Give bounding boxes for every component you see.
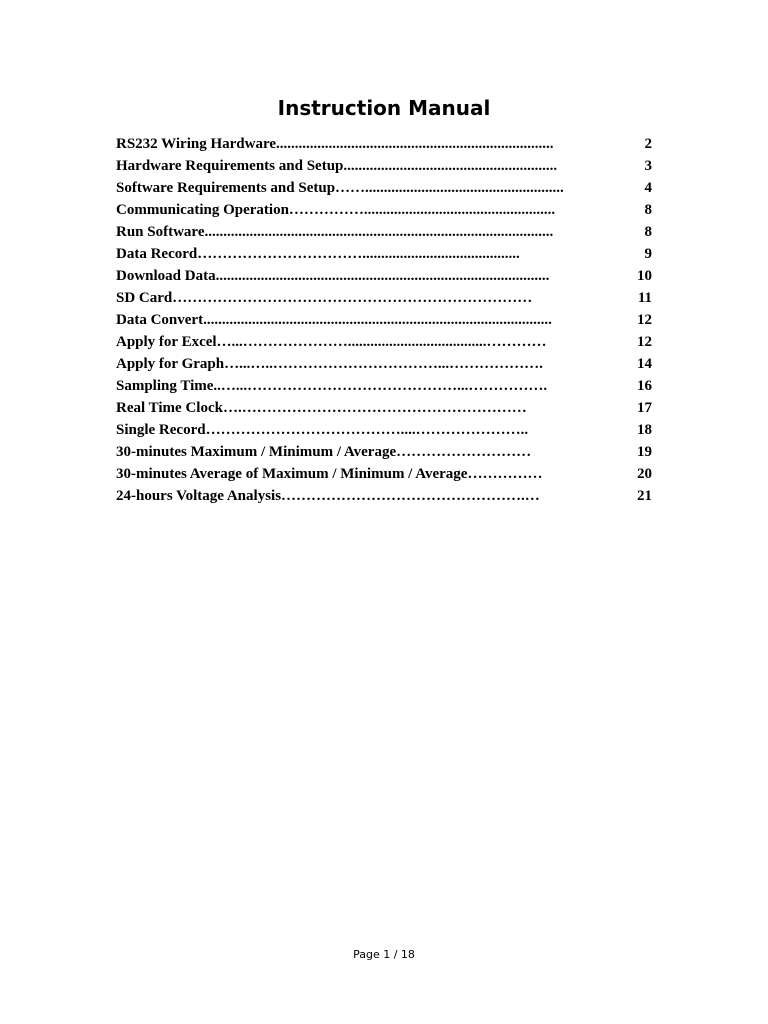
toc-entry[interactable]	[116, 329, 652, 351]
toc-entry[interactable]	[116, 373, 652, 395]
toc-entry-page: 10	[637, 268, 652, 284]
toc-entry-title: RS232 Wiring Hardware..........................................................................	[116, 136, 554, 152]
toc-entry-title: Single Record…………………………………....…………………..	[116, 422, 529, 438]
toc-entry-page: 19	[637, 444, 652, 460]
toc-entry[interactable]	[116, 131, 652, 153]
toc-entry[interactable]	[116, 461, 652, 483]
toc-entry-page: 3	[644, 158, 652, 174]
toc-entry-page: 14	[637, 356, 652, 372]
toc-entry-page: 8	[644, 224, 652, 240]
toc-entry-page: 8	[644, 202, 652, 218]
toc-entry[interactable]	[116, 483, 652, 505]
toc-entry-page: 9	[644, 246, 652, 262]
toc-entry-page: 12	[637, 334, 652, 350]
toc-entry-page: 17	[637, 400, 652, 416]
toc-entry-title: Run Software.............................................................................................	[116, 224, 554, 240]
toc-entry[interactable]	[116, 219, 652, 241]
toc-entry-title: Download Data.........................................................................................	[116, 268, 550, 284]
toc-entry-page: 16	[637, 378, 652, 394]
toc-entry-title: Apply for Graph…...…..……………………………...……………….	[116, 356, 543, 372]
toc-entry-page: 20	[637, 466, 652, 482]
toc-entry[interactable]	[116, 307, 652, 329]
toc-entry-page: 2	[644, 136, 652, 152]
toc-entry-page: 4	[644, 180, 652, 196]
toc-entry[interactable]	[116, 439, 652, 461]
toc-entry-title: Sampling Time..…...……………………………………...…………….	[116, 378, 548, 394]
page-title: Instruction Manual	[277, 96, 491, 120]
toc-entry-title: Apply for Excel…...………………….....................................…………	[116, 334, 547, 350]
toc-entry-title: 24-hours Voltage Analysis………………………………………….…	[116, 488, 540, 504]
toc-entry[interactable]	[116, 153, 652, 175]
toc-entry[interactable]	[116, 263, 652, 285]
toc-entry-title: 30-minutes Average of Maximum / Minimum / Average……………	[116, 466, 543, 482]
toc-entry-title: Data Convert.............................................................................................	[116, 312, 552, 328]
toc-entry-title: Real Time Clock….…………………………………………………	[116, 400, 527, 416]
toc-entry[interactable]	[116, 285, 652, 307]
toc-entry-title: 30-minutes Maximum / Minimum / Average………………………	[116, 444, 532, 460]
toc-entry-page: 18	[637, 422, 652, 438]
toc-entry-page: 12	[637, 312, 652, 328]
toc-entry[interactable]	[116, 175, 652, 197]
toc-entry[interactable]	[116, 351, 652, 373]
toc-entry-page: 21	[637, 488, 652, 504]
toc-entry-page: 11	[637, 290, 652, 306]
toc-entry[interactable]	[116, 197, 652, 219]
toc-entry-title: Communicating Operation……………...................................................	[116, 202, 556, 218]
toc-entry[interactable]	[116, 417, 652, 439]
toc-entry[interactable]	[116, 395, 652, 417]
toc-entry-title: Data Record……………………………..........................................	[116, 246, 520, 262]
table-of-contents	[116, 131, 652, 505]
toc-entry[interactable]	[116, 241, 652, 263]
toc-entry-title: Software Requirements and Setup…….....................................................	[116, 180, 564, 196]
toc-entry-title: Hardware Requirements and Setup.........................................................	[116, 158, 558, 174]
toc-entry-title: SD Card………………………………………………………………	[116, 290, 533, 306]
page-number-footer: Page 1 / 18	[353, 948, 415, 961]
